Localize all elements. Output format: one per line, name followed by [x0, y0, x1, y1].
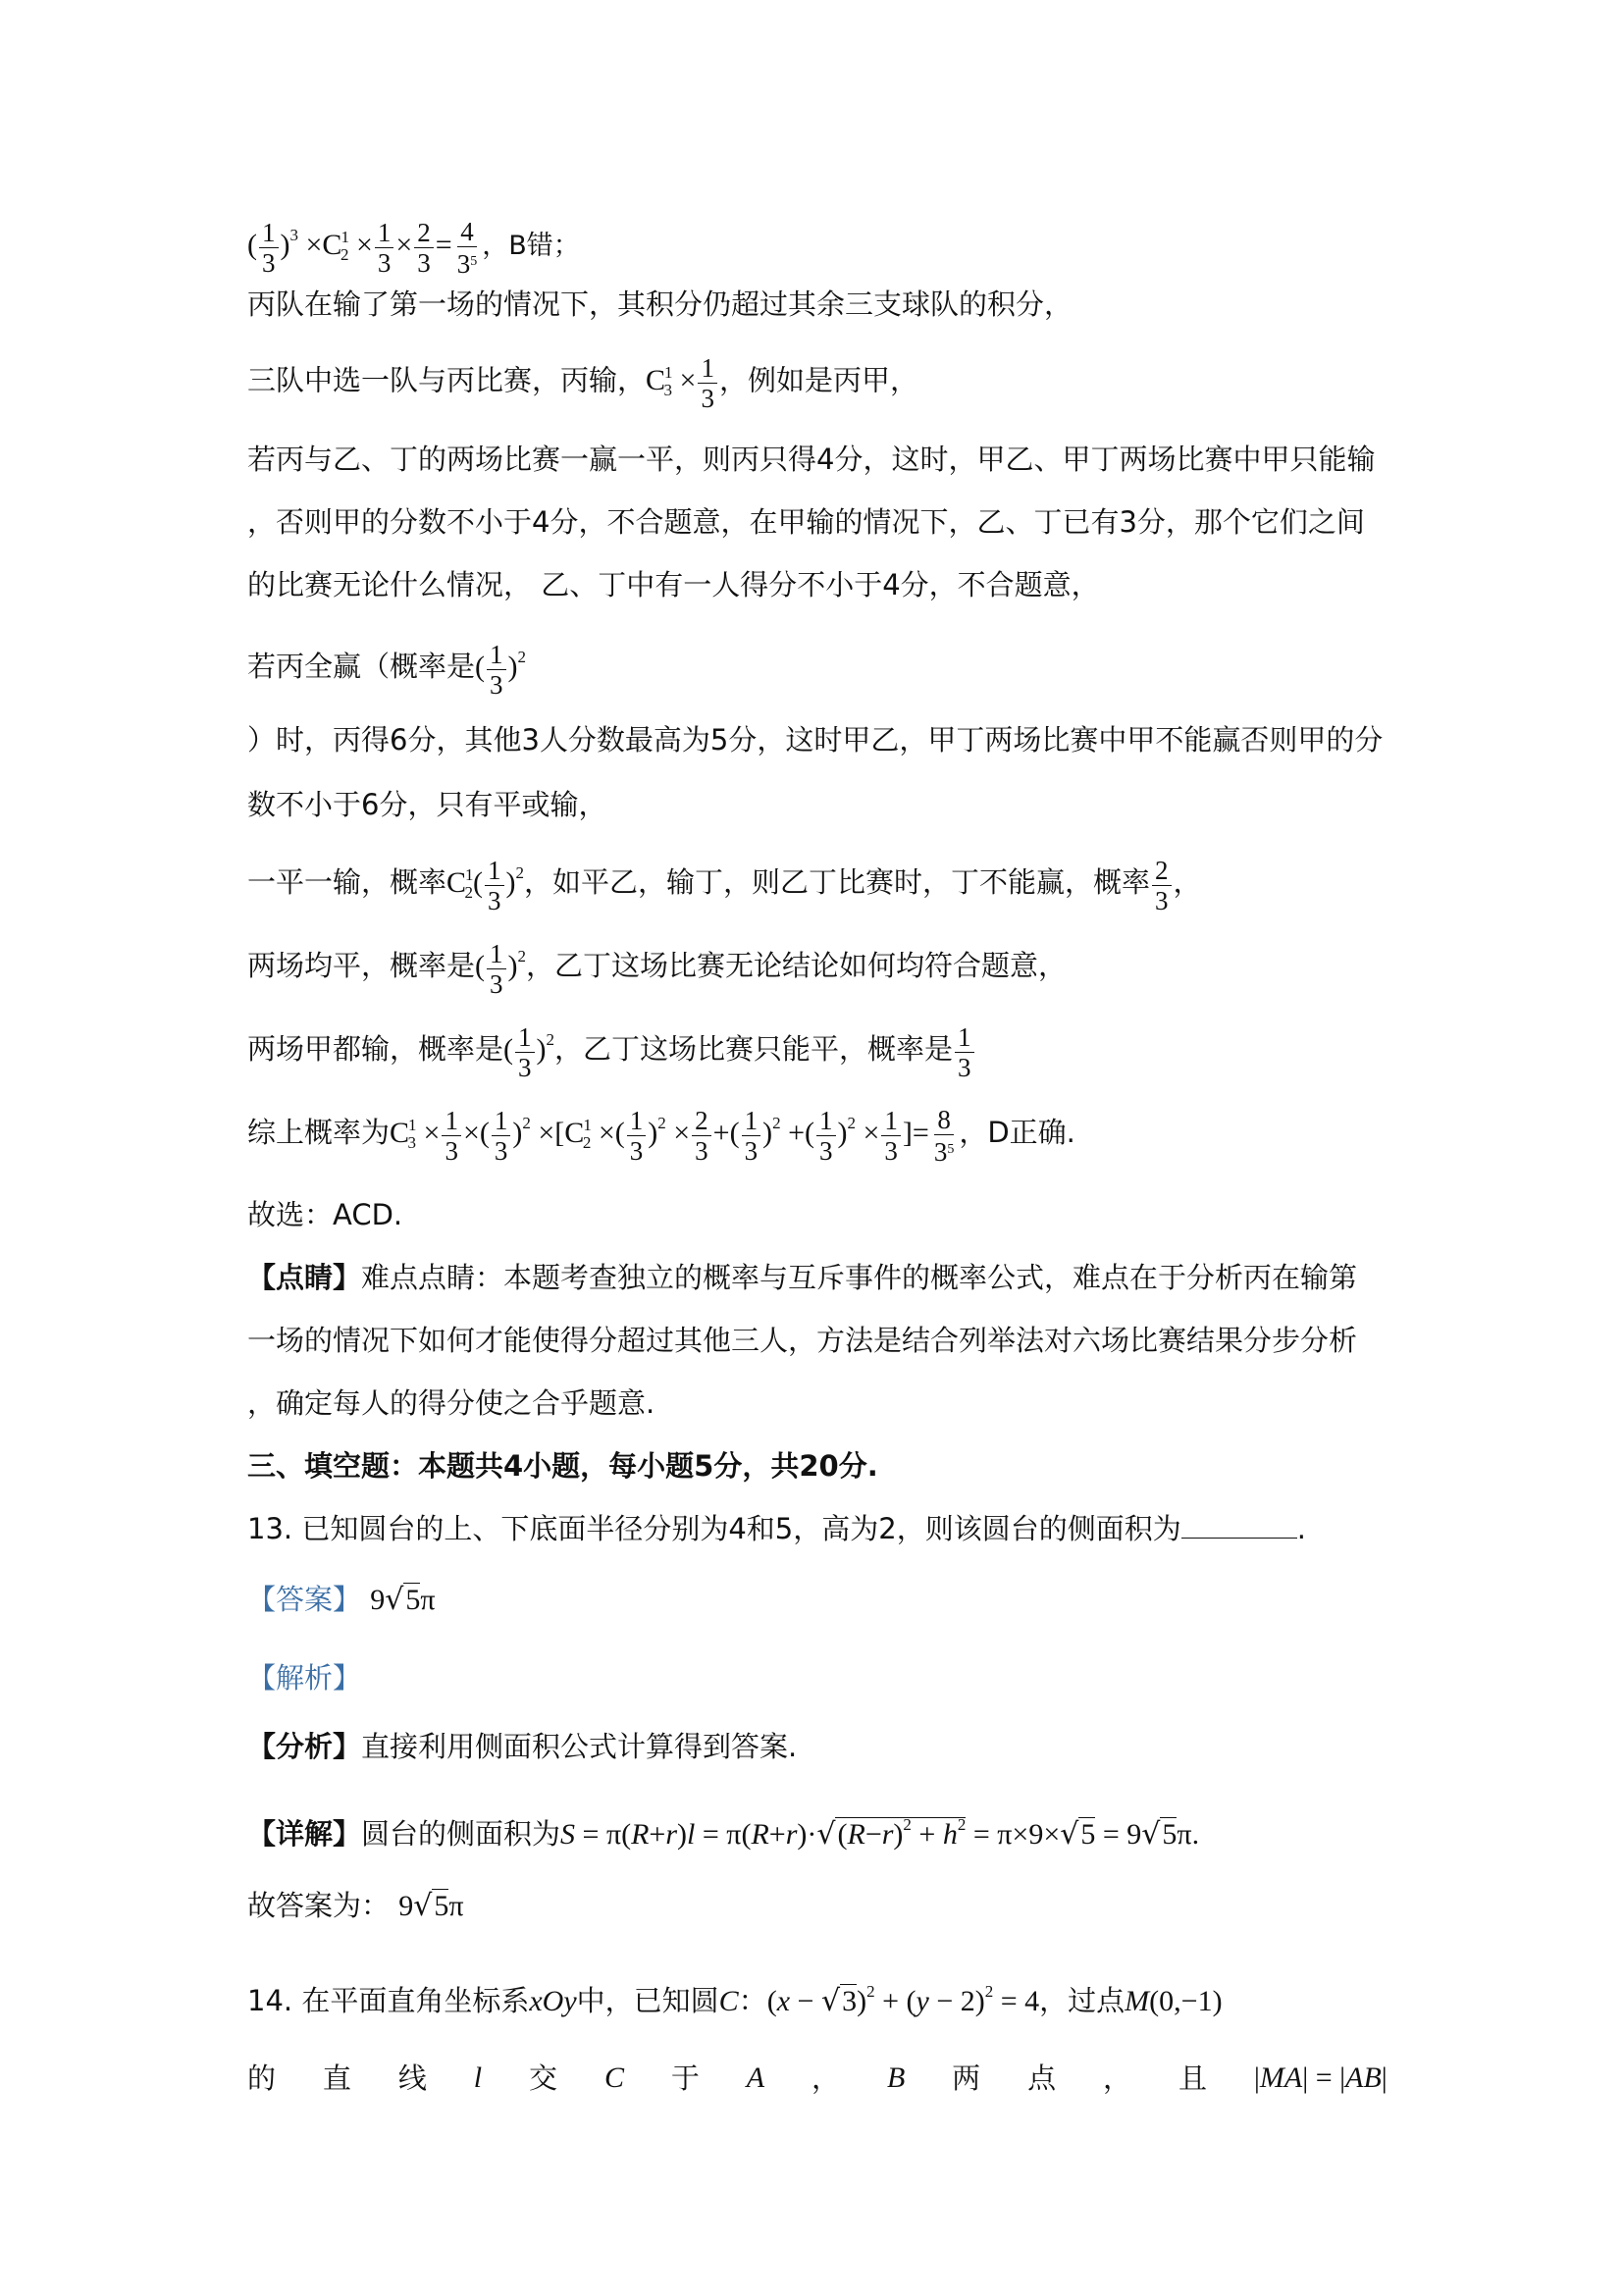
section-heading: 三、填空题：本题共4小题，每小题5分，共20分.: [247, 1449, 878, 1483]
question-14-continued: 的 直 线 l 交 C 于 A ， B 两 点 ， 且 |MA| = |AB|: [247, 2061, 1387, 2095]
text-line: 的比赛无论什么情况， 乙、丁中有一人得分不小于4分，不合题意，: [247, 568, 1100, 601]
text-line: 若丙与乙、丁的两场比赛一赢一平，则丙只得4分，这时，甲乙、甲丁两场比赛中甲只能输: [247, 443, 1376, 476]
text-line: ）时，丙得6分，其他3人分数最高为5分，这时甲乙，甲丁两场比赛中甲不能赢否则甲的分: [247, 723, 1384, 757]
text-line: ，否则甲的分数不小于4分，不合题意，在甲输的情况下，乙、丁已有3分，那个它们之间: [247, 505, 1365, 539]
text-line: 故选：ACD.: [247, 1198, 403, 1231]
text-line: 丙队在输了第一场的情况下，其积分仍超过其余三支球队的积分，: [247, 287, 1073, 321]
text-line: 故答案为： 9√5π: [247, 1889, 464, 1923]
detail-formula-line: 【详解】圆台的侧面积为$S = \pi(R+r)l = \pi(R+r)\cdot√(R-r)^2 + h^2 = \pi\times 9\times√5 = 9√5\pi$.: [247, 1815, 1200, 1852]
analysis-tag: 【解析】: [247, 1661, 362, 1695]
formula-line-b-wrong: ( $\frac{1}{3}$ )$^3 \times C^1_2$ × $\frac{1}{3}$ × $\frac{2}{3}$ = $\frac{4}{3^5}$ ，B错；: [247, 216, 580, 279]
text-line: 若丙全赢（概率是( $\frac{1}{3}$ )$^2$: [247, 639, 527, 700]
text-line: 两场均平，概率是( $\frac{1}{3}$ )$^2$，乙丁这场比赛无论结论如何均符合题意，: [247, 938, 1068, 999]
answer-blank: [1181, 1512, 1297, 1539]
text-line: 一场的情况下如何才能使得分超过其他三人，方法是结合列举法对六场比赛结果分步分析: [247, 1324, 1358, 1357]
text-line: 两场甲都输，概率是( $\frac{1}{3}$ )$^2$，乙丁这场比赛只能平，概率是 $\frac{1}{3}$: [247, 1020, 1386, 1082]
question-13: 13. 已知圆台的上、下底面半径分别为4和5，高为2，则该圆台的侧面积为 .: [247, 1512, 1306, 1545]
text-line: 【点睛】难点点睛：本题考查独立的概率与互斥事件的概率公式，难点在于分析丙在输第: [247, 1261, 1358, 1294]
answer-line: 【答案】 9√5π: [247, 1583, 436, 1617]
text-line: 数不小于6分，只有平或输，: [247, 788, 607, 821]
text-line: ，确定每人的得分使之合乎题意.: [247, 1386, 655, 1420]
text-line: 一平一输，概率$C^1_2$( $\frac{1}{3}$ )$^2$，如平乙，输丁，则乙丁比赛时，丁不能赢，概率 $\frac{2}{3}$ ，: [247, 855, 1202, 915]
question-14: 14. 在平面直角坐标系xOy中，已知圆C：$(x - √3)^2 + (y - 2)^2 = 4$，过点M(0,−1): [247, 1982, 1223, 2018]
text-line: 【分析】直接利用侧面积公式计算得到答案.: [247, 1730, 798, 1763]
text-line: 三队中选一队与丙比赛，丙输，$C^1_3$ × $\frac{1}{3}$ ，例如是丙甲，: [247, 353, 918, 413]
summary-formula-line: 综上概率为$C^1_3$ × $\frac{1}{3}$ ×( $\frac{1}{3}$ )$^2 \times[C^1_2$ ×( $\frac{1}{3}$ )$^2$ × $\frac{2}{3}$ +( $\frac{1}{3}$ )$^2$ +( $\frac{1}{3}$ )$^2$ × $\frac{1}{3}$ ]= $\frac{8}{3^5}$ ，D正确.: [247, 1104, 1075, 1167]
